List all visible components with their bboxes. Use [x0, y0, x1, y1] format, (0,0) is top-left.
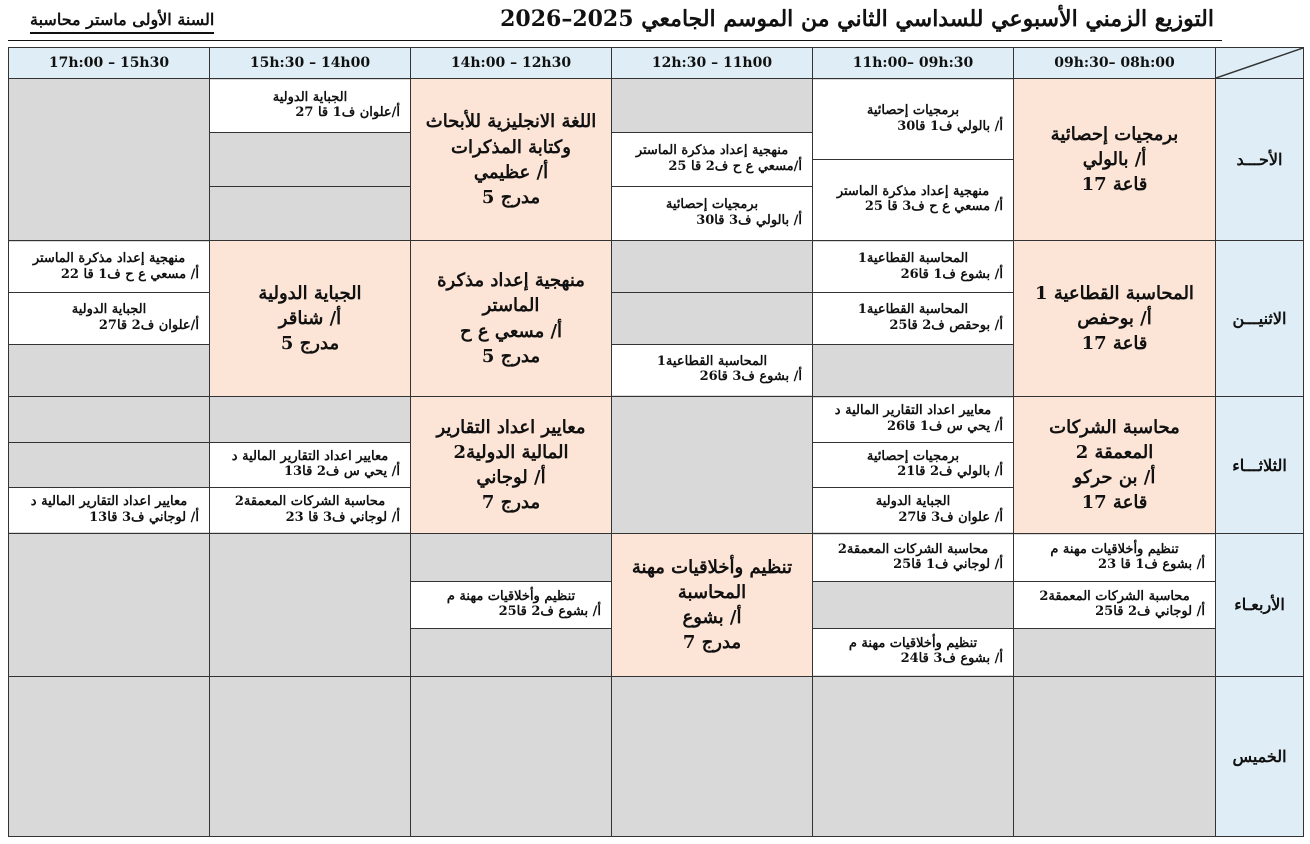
lecture-line: برمجيات إحصائية — [1050, 123, 1179, 145]
lecture-line: المالية الدولية2 — [453, 441, 569, 463]
time-header-row — [9, 48, 1304, 79]
timetable — [8, 47, 1304, 837]
session-info: أ/ لوجاني ف3 قا 23 — [285, 509, 400, 525]
group-slots — [612, 80, 812, 240]
group-session — [813, 242, 1013, 293]
session-info: أ/ علوان ف3 قا27 — [898, 509, 1003, 525]
time-slot-header: 15h:30 – 14h00 — [210, 48, 411, 79]
time-slot-header: 11h:00– 09h:30 — [813, 48, 1014, 79]
session-info: أ/ بالولي ف1 قا30 — [897, 118, 1003, 134]
session-subject: تنظيم وأخلاقيات مهنة م — [446, 588, 576, 604]
session-subject: منهجية إعداد مذكرة الماستر — [836, 183, 990, 199]
group-session — [210, 443, 410, 488]
session-subject: تنظيم وأخلاقيات مهنة م — [848, 635, 978, 651]
group-sessions-cell — [9, 396, 210, 533]
lecture-line: مدرج 7 — [481, 492, 541, 514]
lecture-cell — [1014, 396, 1216, 533]
session-info: أ/ لوجاني ف3 قا13 — [89, 509, 199, 525]
session-subject: الجباية الدولية — [875, 494, 951, 510]
session-subject: الجباية الدولية — [272, 89, 348, 105]
group-session — [210, 80, 410, 134]
group-session — [612, 133, 812, 187]
day-label: الأربعـاء — [1216, 534, 1304, 676]
lecture-cell — [1014, 241, 1216, 396]
time-slot-header: 17h:00 – 15h30 — [9, 48, 210, 79]
session-subject: محاسبة الشركات المعمقة2 — [234, 494, 386, 510]
session-info: أ/ بوحقص ف2 قا25 — [889, 317, 1003, 333]
empty-slot — [9, 345, 209, 395]
group-slots — [1014, 535, 1215, 675]
lecture-line: مدرج 7 — [682, 632, 742, 654]
group-session — [411, 582, 611, 629]
session-subject: تنظيم وأخلاقيات مهنة م — [1050, 541, 1179, 557]
session-subject: المحاسبة القطاعية1 — [857, 251, 969, 267]
session-info: أ/ بشوع ف2 قا25 — [498, 604, 601, 620]
session-info: أ/ بشوع ف1 قا 23 — [1098, 557, 1205, 573]
group-session — [612, 187, 812, 240]
group-sessions-cell — [813, 241, 1014, 396]
lecture-cell — [411, 241, 612, 396]
session-info: أ/ مسعي ع ح ف1 قا 22 — [60, 266, 199, 282]
lecture-line: أ/ بوحفص — [1077, 308, 1152, 330]
session-info: أ/ لوجاني ف2 قا25 — [1095, 604, 1205, 620]
empty-cell — [411, 676, 612, 836]
group-session — [813, 443, 1013, 488]
lecture-line: الماستر — [482, 295, 540, 317]
lecture-line: أ/ عظيمي — [473, 161, 549, 183]
lecture-line: منهجية إعداد مذكرة — [437, 270, 585, 292]
group-session — [813, 488, 1013, 532]
empty-cell — [9, 676, 210, 836]
group-slots — [813, 80, 1013, 240]
empty-slot — [813, 345, 1013, 395]
lecture-line: المحاسبة القطاعية 1 — [1035, 282, 1194, 304]
lecture-line: أ/ شناقر — [278, 308, 342, 330]
empty-slot — [612, 80, 812, 134]
lecture-line: تنظيم وأخلاقيات مهنة — [631, 556, 793, 578]
time-slot-header: 09h:30– 08h:00 — [1014, 48, 1216, 79]
group-sessions-cell — [411, 534, 612, 676]
empty-cell — [210, 534, 411, 676]
empty-slot — [210, 187, 410, 240]
session-subject: محاسبة الشركات المعمقة2 — [837, 541, 989, 557]
session-info: أ/ بالولي ف2 قا21 — [897, 464, 1003, 480]
session-info: أ/ لوجاني ف1 قا25 — [893, 557, 1003, 573]
day-label: الأحـــد — [1216, 79, 1304, 241]
lecture-cell — [612, 534, 813, 676]
empty-slot — [9, 398, 209, 443]
session-subject: منهجية إعداد مذكرة الماستر — [635, 143, 789, 159]
session-info: أ/ يحي س ف2 قا13 — [284, 464, 400, 480]
group-slots — [411, 535, 611, 675]
empty-slot — [411, 535, 611, 582]
group-slots — [813, 242, 1013, 395]
group-session — [9, 293, 209, 344]
group-session — [813, 80, 1013, 161]
day-row — [9, 676, 1304, 836]
session-info: أ/ مسعي ع ح ف3 قا 25 — [864, 199, 1003, 215]
session-info: أ/علوان ف1 قا 27 — [295, 105, 400, 121]
lecture-line: مدرج 5 — [481, 186, 541, 208]
lecture-line: الجباية الدولية — [258, 282, 362, 304]
empty-slot — [210, 398, 410, 443]
group-session — [1014, 582, 1215, 629]
lecture-line: محاسبة الشركات — [1049, 416, 1180, 438]
page-title: التوزيع الزمني الأسبوعي للسداسي الثاني من الموسم الجامعي 2025–2026 — [500, 6, 1214, 32]
group-sessions-cell — [813, 396, 1014, 533]
header-divider — [8, 40, 1222, 41]
lecture-line: قاعة 17 — [1081, 492, 1148, 514]
group-sessions-cell — [9, 241, 210, 396]
day-label: الاثنيـــن — [1216, 241, 1304, 396]
group-slots — [9, 242, 209, 395]
lecture-line: مدرج 5 — [481, 345, 541, 367]
group-slots — [612, 242, 812, 395]
lecture-line: اللغة الانجليزية للأبحاث — [425, 111, 597, 133]
session-info: أ/مسعي ع ح ف2 قا 25 — [668, 159, 802, 175]
group-sessions-cell — [813, 534, 1014, 676]
lecture-cell — [210, 241, 411, 396]
day-row — [9, 396, 1304, 533]
group-sessions-cell — [210, 79, 411, 241]
group-slots — [813, 398, 1013, 533]
empty-cell — [612, 676, 813, 836]
page-subtitle: السنة الأولى ماستر محاسبة — [30, 10, 214, 34]
page-header — [8, 4, 1302, 40]
session-subject: محاسبة الشركات المعمقة2 — [1039, 588, 1190, 604]
empty-slot — [411, 629, 611, 675]
session-info: أ/ يحي س ف1 قا26 — [887, 419, 1003, 435]
day-row — [9, 534, 1304, 676]
lecture-line: أ/ بشوع — [682, 606, 742, 628]
group-session — [9, 488, 209, 532]
lecture-cell — [411, 396, 612, 533]
lecture-line: معايير اعداد التقارير — [436, 416, 586, 438]
group-slots — [210, 80, 410, 240]
session-subject: برمجيات إحصائية — [866, 103, 960, 119]
lecture-cell — [411, 79, 612, 241]
lecture-cell — [1014, 79, 1216, 241]
group-session — [813, 293, 1013, 344]
lecture-line: قاعة 17 — [1081, 333, 1148, 355]
empty-slot — [813, 582, 1013, 629]
session-subject: منهجية إعداد مذكرة الماستر — [32, 251, 186, 267]
lecture-line: المعمقة 2 — [1075, 441, 1154, 463]
group-session — [813, 535, 1013, 582]
lecture-line: أ/ مسعي ع ح — [459, 320, 563, 342]
group-session — [210, 488, 410, 532]
empty-slot — [612, 242, 812, 293]
corner-cell — [1216, 48, 1304, 79]
lecture-line: المحاسبة — [677, 581, 747, 603]
empty-slot — [210, 133, 410, 187]
empty-slot — [9, 443, 209, 488]
group-sessions-cell — [813, 79, 1014, 241]
session-info: أ/علوان ف2 قا27 — [98, 317, 199, 333]
empty-slot — [612, 293, 812, 344]
lecture-line: قاعة 17 — [1081, 174, 1148, 196]
group-session — [1014, 535, 1215, 582]
session-info: أ/ بشوع ف3 قا24 — [900, 651, 1003, 667]
session-subject: معايير اعداد التقارير المالية د — [231, 448, 389, 464]
empty-cell — [612, 396, 813, 533]
group-sessions-cell — [612, 241, 813, 396]
lecture-line: أ/ بالولي — [1082, 149, 1147, 171]
group-session — [813, 629, 1013, 675]
session-subject: الجباية الدولية — [71, 302, 147, 318]
empty-cell — [9, 534, 210, 676]
empty-cell — [813, 676, 1014, 836]
lecture-line: وكتابة المذكرات — [451, 136, 571, 158]
session-info: أ/ بالولي ف3 قا30 — [696, 212, 802, 228]
group-sessions-cell — [210, 396, 411, 533]
group-slots — [813, 535, 1013, 675]
session-subject: معايير اعداد التقارير المالية د — [834, 403, 992, 419]
session-subject: المحاسبة القطاعية1 — [656, 353, 768, 369]
group-session — [612, 345, 812, 395]
day-row — [9, 79, 1304, 241]
session-subject: برمجيات إحصائية — [665, 197, 759, 213]
lecture-line: أ/ لوجاني — [476, 467, 546, 488]
empty-cell — [210, 676, 411, 836]
session-info: أ/ بشوع ف1 قا26 — [900, 266, 1003, 282]
empty-cell — [9, 79, 210, 241]
group-slots — [210, 398, 410, 533]
group-session — [9, 242, 209, 293]
session-info: أ/ بشوع ف3 قا26 — [699, 369, 802, 385]
day-label: الثلاثـــاء — [1216, 396, 1304, 533]
time-slot-header: 12h:30 – 11h00 — [612, 48, 813, 79]
empty-cell — [1014, 676, 1216, 836]
lecture-line: أ/ بن حركو — [1073, 467, 1156, 488]
session-subject: المحاسبة القطاعية1 — [857, 302, 969, 318]
group-sessions-cell — [1014, 534, 1216, 676]
group-session — [813, 398, 1013, 443]
time-slot-header: 14h:00 – 12h30 — [411, 48, 612, 79]
group-slots — [9, 398, 209, 533]
session-subject: معايير اعداد التقارير المالية د — [30, 494, 188, 510]
group-session — [813, 160, 1013, 240]
lecture-line: مدرج 5 — [280, 333, 340, 355]
day-row — [9, 241, 1304, 396]
session-subject: برمجيات إحصائية — [866, 448, 960, 464]
diagonal-divider — [1216, 48, 1303, 78]
empty-slot — [1014, 629, 1215, 675]
group-sessions-cell — [612, 79, 813, 241]
day-label: الخميس — [1216, 676, 1304, 836]
